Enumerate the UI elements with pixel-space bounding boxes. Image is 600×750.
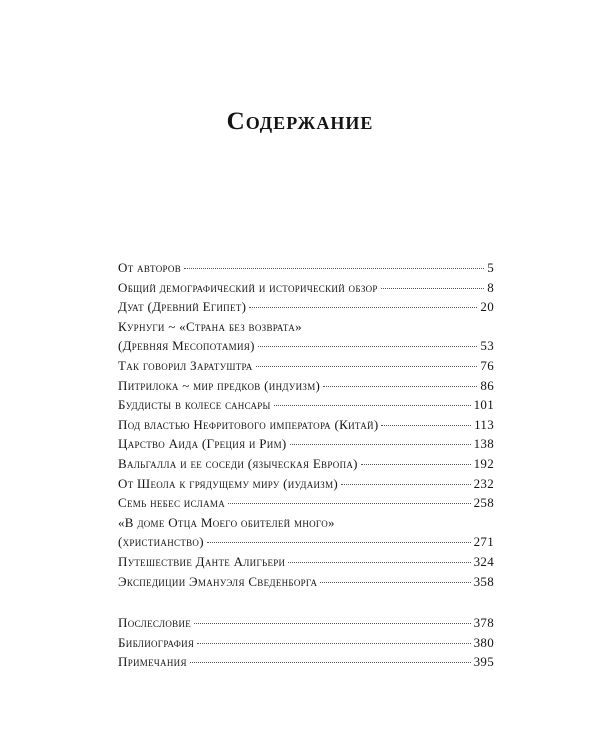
toc-entry [118,493,494,513]
dot-leader [320,582,470,583]
toc-entry [118,258,494,278]
dot-leader [197,643,470,644]
toc-entry-title: Питрилока ~ мир предков (индуизм) [118,377,321,393]
toc-entry-title: Примечания [118,654,187,670]
toc-entry [118,572,494,592]
toc-entry-title: Так говорил Заратуштра [118,357,253,373]
dot-leader [190,662,471,663]
toc-entry-title: Курнуги ~ «Страна без возврата» [118,318,302,334]
dot-leader [290,444,471,445]
toc-entry-title: Вальгалла и ее соседи (языческая Европа) [118,455,358,471]
dot-leader [256,366,478,367]
toc-entry [118,336,494,356]
toc-entry [118,552,494,572]
toc-entry-page-number: 5 [487,260,494,275]
toc-entry-title: (христианство) [118,534,204,550]
toc-entry-page-number: 113 [474,416,494,432]
dot-leader [207,542,471,543]
toc-entry [118,317,494,337]
toc-entry-title: Буддисты в колесе сансары [118,397,271,413]
toc-entry-page-number: 8 [487,279,494,295]
dot-leader [361,464,471,465]
table-of-contents [118,258,494,672]
dot-leader [249,307,477,308]
toc-entry [118,356,494,376]
toc-entry [118,278,494,298]
toc-entry-page-number: 192 [473,455,494,471]
toc-entry-page-number: 138 [473,436,494,452]
toc-entry [118,613,494,633]
toc-entry [118,532,494,552]
toc-entry-page-number: 380 [473,634,494,650]
dot-leader [258,346,478,347]
toc-entry-title: Послесловие [118,615,192,631]
toc-entry-page-number: 232 [473,475,494,491]
section-gap [118,591,494,613]
toc-entry-page-number: 271 [473,534,494,550]
toc-entry-title: Под властью Нефритового императора (Китай) [118,416,379,432]
toc-back-matter-section [118,613,494,672]
toc-entry [118,395,494,415]
dot-leader [341,484,471,485]
toc-entry [118,652,494,672]
dot-leader [288,562,470,563]
toc-entry-page-number: 395 [473,654,494,670]
toc-entry-page-number: 258 [473,495,494,511]
toc-entry-title: (Древняя Месопотамия) [118,338,255,354]
toc-entry-title: Семь небес ислама [118,495,225,511]
toc-entry-page-number: 101 [473,397,494,413]
toc-entry [118,513,494,533]
toc-entry-title: Царство Аида (Греция и Рим) [118,436,287,452]
toc-entry-title: Библиография [118,634,195,650]
toc-entry-page-number: 86 [480,377,494,393]
toc-entry-page-number: 53 [480,338,494,354]
dot-leader [228,503,471,504]
toc-entry [118,454,494,474]
dot-leader [323,386,477,387]
toc-entry-title: Путешествие Данте Алигьери [118,553,286,569]
toc-entry-title: От Шеола к грядущему миру (иудаизм) [118,475,339,491]
toc-entry-title: Дуат (Древний Египет) [118,299,247,315]
toc-entry-title: Экспедиции Эмануэля Сведенборга [118,573,318,589]
toc-entry-title: Общий демографический и исторический обзор [118,279,378,295]
toc-entry-page-number: 358 [473,573,494,589]
toc-entry [118,297,494,317]
toc-entry-title: От авторов [118,260,182,275]
toc-entry-title: «В доме Отца Моего обителей много» [118,514,335,530]
toc-entry [118,376,494,396]
toc-entry-page-number: 76 [480,357,494,373]
toc-entry-page-number: 20 [480,299,494,315]
toc-entry [118,415,494,435]
dot-leader [381,288,484,289]
toc-entry-page-number: 324 [473,553,494,569]
toc-entry [118,633,494,653]
toc-main-section [118,258,494,591]
dot-leader [381,425,471,426]
page-title: Содержание [226,108,374,135]
dot-leader [184,268,484,269]
toc-entry [118,474,494,494]
dot-leader [194,623,471,624]
dot-leader [274,405,471,406]
toc-entry [118,434,494,454]
toc-entry-page-number: 378 [473,615,494,631]
